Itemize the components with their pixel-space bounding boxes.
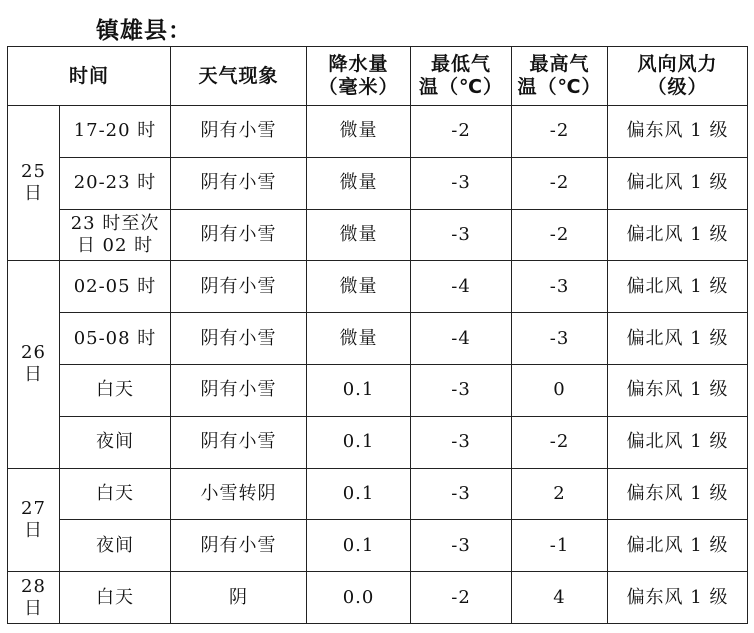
cell-period: 23 时至次 日 02 时 xyxy=(60,209,171,261)
cell-tmax: -2 xyxy=(512,157,608,209)
cell-precip: 微量 xyxy=(307,261,411,313)
cell-weather: 阴有小雪 xyxy=(171,106,307,158)
cell-tmin: -4 xyxy=(411,261,512,313)
cell-tmin: -3 xyxy=(411,157,512,209)
cell-precip: 0.0 xyxy=(307,572,411,624)
table-row xyxy=(8,313,748,365)
cell-day: 27 日 xyxy=(8,468,60,572)
cell-period: 夜间 xyxy=(60,520,171,572)
cell-tmin: -3 xyxy=(411,520,512,572)
cell-wind: 偏北风 1 级 xyxy=(608,313,748,365)
cell-tmax: -3 xyxy=(512,313,608,365)
cell-precip: 0.1 xyxy=(307,416,411,468)
cell-precip: 微量 xyxy=(307,106,411,158)
cell-weather: 阴有小雪 xyxy=(171,209,307,261)
cell-tmax: 0 xyxy=(512,364,608,416)
header-tmin: 最低气 温（℃） xyxy=(411,47,512,106)
header-weather: 天气现象 xyxy=(171,47,307,106)
cell-wind: 偏北风 1 级 xyxy=(608,520,748,572)
cell-tmin: -3 xyxy=(411,364,512,416)
cell-tmax: -2 xyxy=(512,209,608,261)
cell-wind: 偏北风 1 级 xyxy=(608,416,748,468)
page-title: 镇雄县： xyxy=(96,18,192,44)
cell-wind: 偏东风 1 级 xyxy=(608,364,748,416)
cell-wind: 偏北风 1 级 xyxy=(608,157,748,209)
cell-tmin: -3 xyxy=(411,468,512,520)
cell-tmin: -2 xyxy=(411,106,512,158)
cell-precip: 0.1 xyxy=(307,468,411,520)
cell-wind: 偏东风 1 级 xyxy=(608,106,748,158)
cell-tmax: -1 xyxy=(512,520,608,572)
cell-wind: 偏东风 1 级 xyxy=(608,468,748,520)
cell-period: 白天 xyxy=(60,364,171,416)
header-time: 时间 xyxy=(8,47,171,106)
cell-precip: 0.1 xyxy=(307,520,411,572)
cell-tmin: -2 xyxy=(411,572,512,624)
cell-day: 25 日 xyxy=(8,106,60,261)
table-row xyxy=(8,572,748,624)
table-header-row xyxy=(8,47,748,106)
cell-weather: 小雪转阴 xyxy=(171,468,307,520)
cell-period: 05-08 时 xyxy=(60,313,171,365)
cell-precip: 微量 xyxy=(307,157,411,209)
table-row xyxy=(8,468,748,520)
header-wind: 风向风力 （级） xyxy=(608,47,748,106)
cell-weather: 阴有小雪 xyxy=(171,157,307,209)
cell-period: 20-23 时 xyxy=(60,157,171,209)
cell-weather: 阴有小雪 xyxy=(171,261,307,313)
table-row xyxy=(8,209,748,261)
table-row xyxy=(8,520,748,572)
cell-weather: 阴有小雪 xyxy=(171,313,307,365)
cell-weather: 阴有小雪 xyxy=(171,520,307,572)
table-row xyxy=(8,416,748,468)
cell-day: 28 日 xyxy=(8,572,60,624)
cell-weather: 阴有小雪 xyxy=(171,364,307,416)
cell-precip: 微量 xyxy=(307,209,411,261)
cell-day: 26 日 xyxy=(8,261,60,468)
cell-period: 夜间 xyxy=(60,416,171,468)
cell-tmax: 4 xyxy=(512,572,608,624)
cell-period: 17-20 时 xyxy=(60,106,171,158)
cell-tmax: -3 xyxy=(512,261,608,313)
cell-wind: 偏北风 1 级 xyxy=(608,261,748,313)
forecast-table xyxy=(7,46,748,624)
cell-precip: 微量 xyxy=(307,313,411,365)
cell-tmin: -3 xyxy=(411,209,512,261)
cell-weather: 阴有小雪 xyxy=(171,416,307,468)
cell-tmin: -3 xyxy=(411,416,512,468)
cell-precip: 0.1 xyxy=(307,364,411,416)
cell-weather: 阴 xyxy=(171,572,307,624)
table-row xyxy=(8,106,748,158)
cell-tmax: -2 xyxy=(512,416,608,468)
table-row xyxy=(8,364,748,416)
header-precip: 降水量 （毫米） xyxy=(307,47,411,106)
cell-tmax: 2 xyxy=(512,468,608,520)
cell-tmin: -4 xyxy=(411,313,512,365)
cell-period: 白天 xyxy=(60,468,171,520)
cell-wind: 偏北风 1 级 xyxy=(608,209,748,261)
table-row xyxy=(8,261,748,313)
cell-tmax: -2 xyxy=(512,106,608,158)
cell-period: 白天 xyxy=(60,572,171,624)
cell-wind: 偏东风 1 级 xyxy=(608,572,748,624)
cell-period: 02-05 时 xyxy=(60,261,171,313)
table-row xyxy=(8,157,748,209)
header-tmax: 最高气 温（℃） xyxy=(512,47,608,106)
